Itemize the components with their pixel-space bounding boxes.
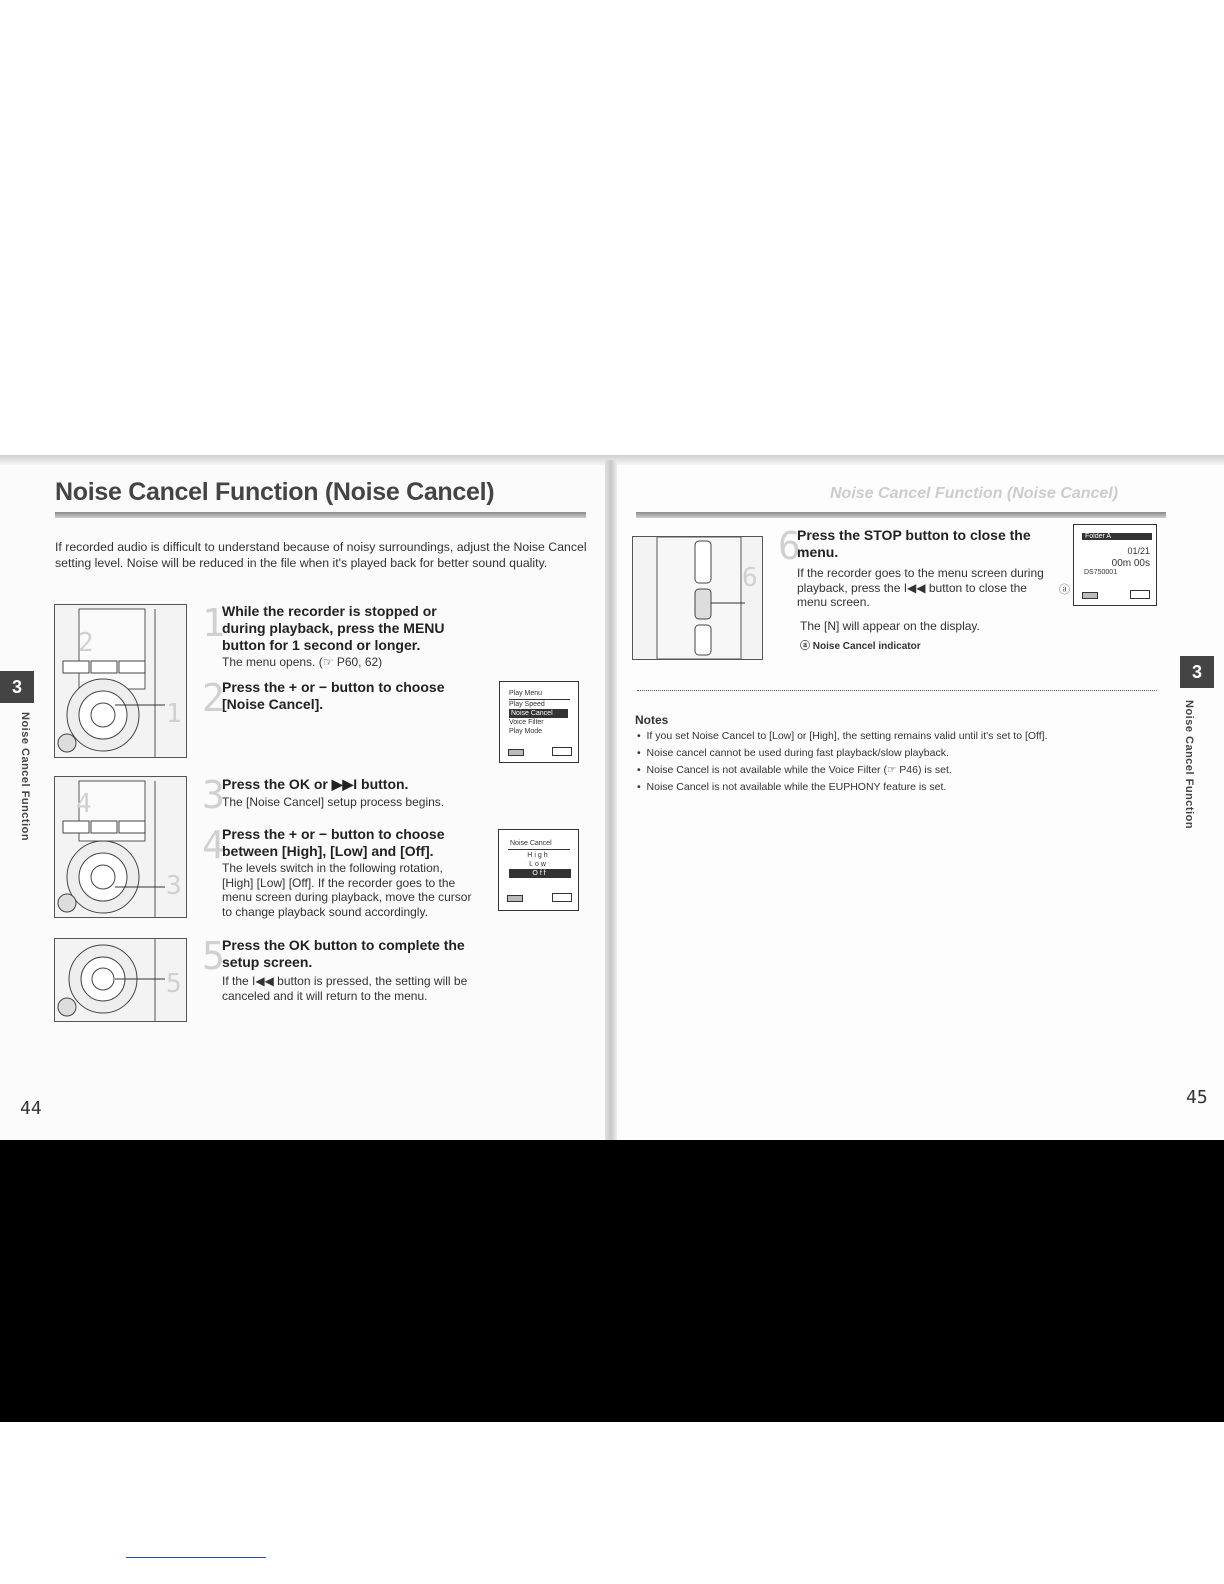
step-5-heading: Press the OK button to complete the setup screen. <box>222 937 465 970</box>
chapter-tab-right: 3 <box>1180 656 1214 688</box>
display-counter: 01/21 <box>1127 546 1150 556</box>
recorder-illustration-a <box>54 604 187 758</box>
book-spine <box>605 460 617 1150</box>
step-1-heading: While the recorder is stopped or during playback, press the MENU button for 1 second or longer. <box>222 603 445 653</box>
status-icon <box>552 747 572 756</box>
note-item: • Noise Cancel is not available while the EUPHONY feature is set. <box>637 779 1157 796</box>
note-item: • Noise Cancel is not available while the Voice Filter (☞ P46) is set. <box>637 762 1157 779</box>
lcd-noise-cancel-title: Noise Cancel <box>510 840 552 847</box>
note-item: • If you set Noise Cancel to [Low] or [High], the setting remains valid until it's set to [Off]. <box>637 728 1157 745</box>
notes-title: Notes <box>635 713 669 727</box>
illus-label-2: 2 <box>78 628 94 658</box>
footer-rule <box>126 1557 266 1558</box>
illus-label-1: 1 <box>166 699 182 729</box>
lcd-menu-item: Voice Filter <box>509 719 544 726</box>
display-file-name: DS750001 <box>1084 569 1118 576</box>
step-4-heading: Press the + or − button to choose between [High], [Low] and [Off]. <box>222 826 445 859</box>
step-2-heading: Press the + or − button to choose [Noise Cancel]. <box>222 679 445 712</box>
lcd-option: High <box>527 852 550 859</box>
recorder-drawing-a <box>55 605 186 757</box>
step-1-number: 1 <box>202 601 225 645</box>
lcd-option: Low <box>529 861 548 868</box>
running-title: Noise Cancel Function (Noise Cancel) <box>830 485 1119 502</box>
step-3-number: 3 <box>202 773 225 817</box>
lcd-noise-cancel <box>498 829 579 911</box>
step-5-body: If the I◀◀ button is pressed, the setting will be canceled and it will return to the menu. <box>222 974 468 1003</box>
step-4-number: 4 <box>202 823 225 867</box>
step-6-body: If the recorder goes to the menu screen during playback, press the I◀◀ button to close the menu screen. <box>797 566 1044 609</box>
illus-label-3: 3 <box>166 871 182 901</box>
lcd-display <box>1073 524 1157 606</box>
notes-list <box>637 728 1157 796</box>
status-icon <box>1130 590 1150 599</box>
chapter-tab-left: 3 <box>0 671 34 703</box>
recorder-illustration-d <box>632 536 763 660</box>
lcd-play-menu <box>499 681 579 763</box>
step-2-number: 2 <box>202 676 225 720</box>
lcd-option-selected: Off <box>509 869 571 878</box>
illus-label-6: 6 <box>742 563 758 593</box>
page-number-left: 44 <box>20 1098 42 1119</box>
side-label-right: Noise Cancel Function <box>1183 700 1195 830</box>
intro-paragraph: If recorded audio is difficult to understand because of noisy surroundings, adjust the Noise Cancel setting level. Noise will be reduced in the file when it's played back for better sound quality. <box>55 540 587 570</box>
step-6-heading: Press the STOP button to close the menu. <box>797 527 1031 560</box>
lcd-menu-item: Play Speed <box>509 701 545 708</box>
step-6-number: 6 <box>778 524 801 568</box>
lcd-play-menu-title: Play Menu <box>509 690 543 697</box>
step-1-body: The menu opens. (☞ P60, 62) <box>222 655 383 669</box>
display-time: 00m 00s <box>1111 558 1150 569</box>
step-5-number: 5 <box>202 934 225 978</box>
page-number-right: 45 <box>1186 1087 1208 1108</box>
notes-separator <box>637 690 1157 691</box>
recorder-drawing-d <box>633 537 762 659</box>
step-3-body: The [Noise Cancel] setup process begins. <box>222 795 445 809</box>
battery-icon <box>507 895 523 902</box>
illus-label-4: 4 <box>76 789 92 819</box>
lcd-menu-item-selected: Noise Cancel <box>509 709 568 718</box>
battery-icon <box>1082 592 1098 599</box>
scan-background <box>0 1140 1224 1422</box>
status-icon <box>552 893 572 902</box>
running-title-rule <box>636 512 1166 518</box>
noise-cancel-indicator-caption: ⓐ Noise Cancel indicator <box>800 641 921 652</box>
lcd-menu-item: Play Mode <box>509 728 543 735</box>
display-callout-a: ⓐ <box>1059 584 1070 596</box>
step-6-appear-text: The [N] will appear on the display. <box>800 619 980 633</box>
illus-label-5: 5 <box>166 969 182 999</box>
note-item: • Noise cancel cannot be used during fast playback/slow playback. <box>637 745 1157 762</box>
step-3-heading: Press the OK or ▶▶I button. <box>222 776 409 792</box>
title-rule <box>55 512 586 518</box>
display-folder: Folder A <box>1082 533 1152 540</box>
side-label-left: Noise Cancel Function <box>19 712 31 842</box>
page-title: Noise Cancel Function (Noise Cancel) <box>55 478 495 506</box>
battery-icon <box>508 749 524 756</box>
step-4-body: The levels switch in the following rotation, [High] [Low] [Off]. If the recorder goes to the menu screen during playback, move the cursor to change playback sound accordingly. <box>222 861 472 919</box>
